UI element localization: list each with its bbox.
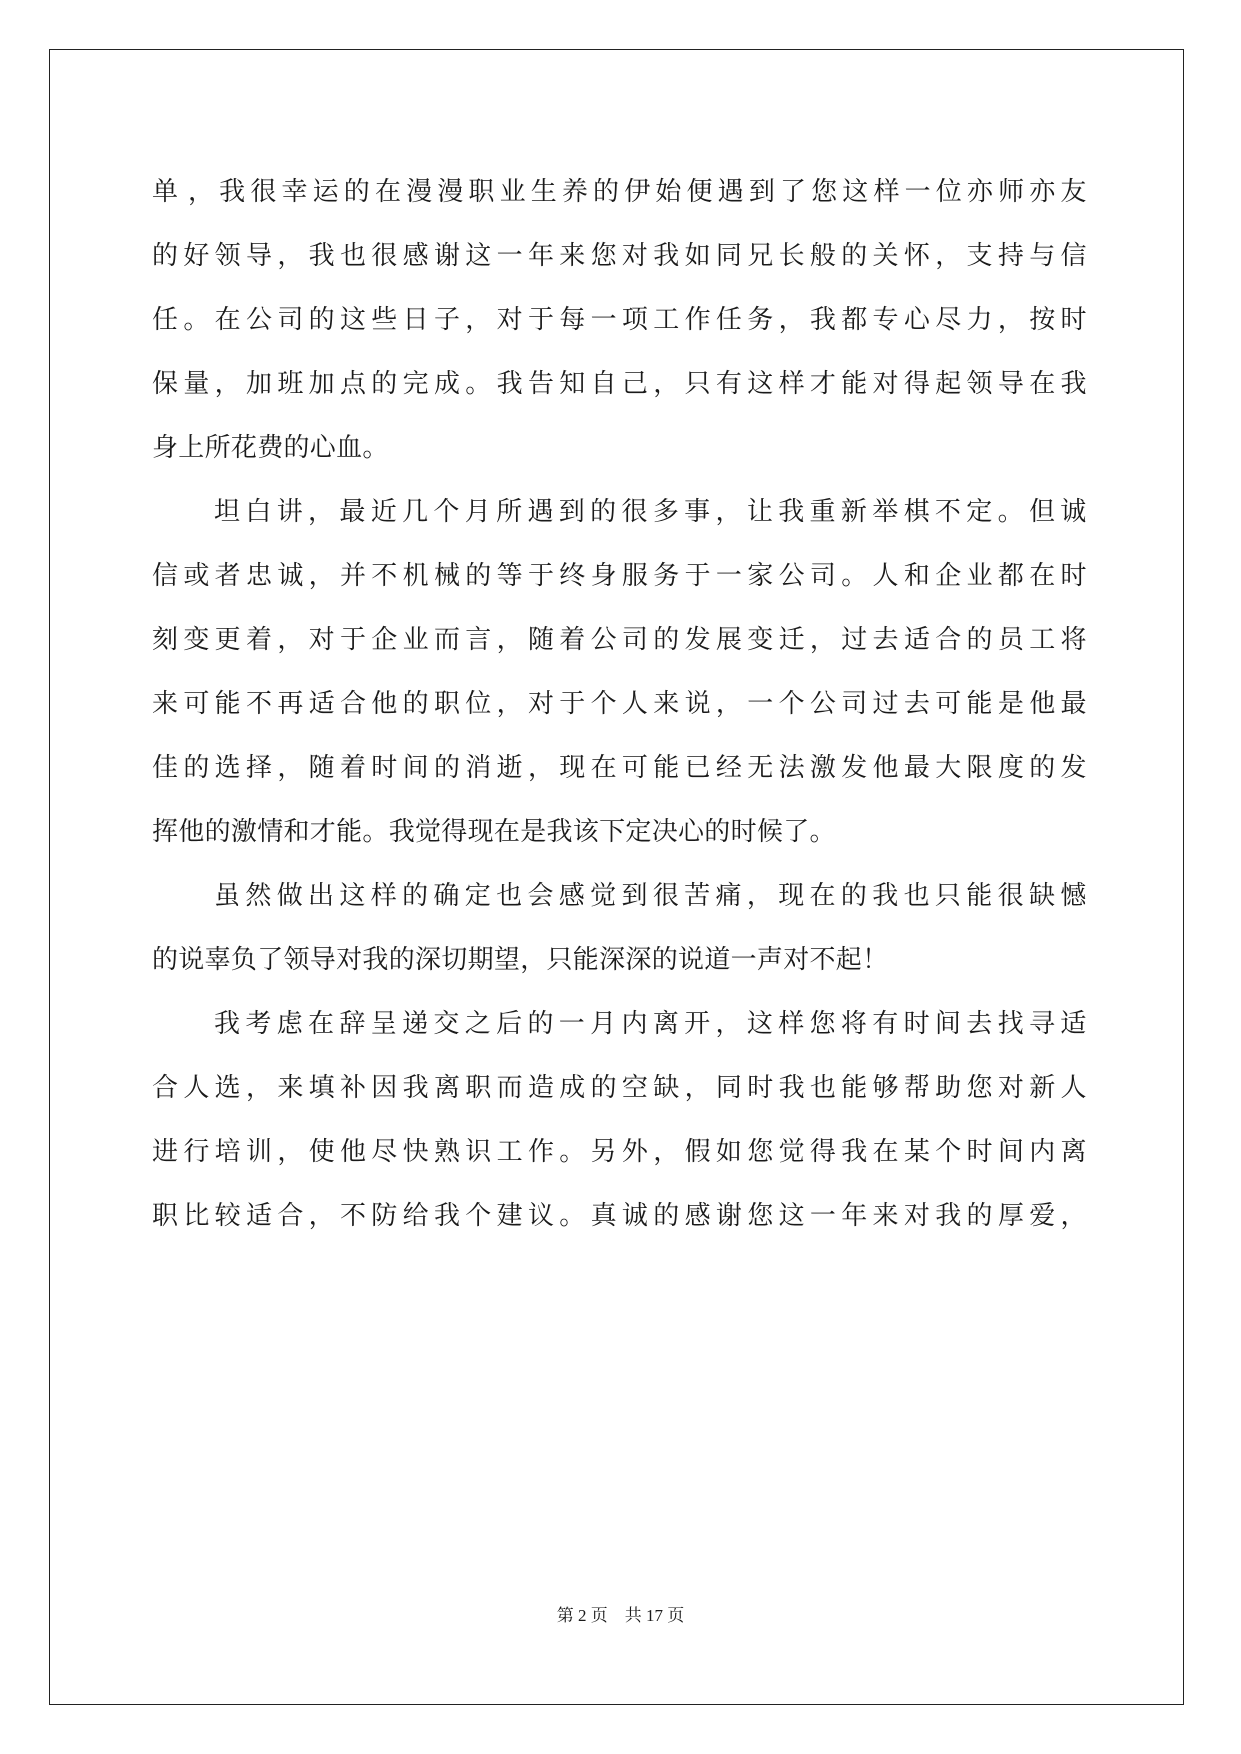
text-line: 信 或 者 忠 诚 ， 并 不 机 械 的 等 于 终 身 服 务 于 一 家 公 司 。 人 和 企 业 都 在 时: [152, 561, 1087, 591]
page-number: 第 2 页 共 17 页: [556, 1606, 685, 1625]
text-line: 合 人 选 ， 来 填 补 因 我 离 职 而 造 成 的 空 缺 ， 同 时 我 也 能 够 帮 助 您 对 新 人: [152, 1073, 1087, 1103]
text-line: 单 ， 我 很 幸 运 的 在 漫 漫 职 业 生 养 的 伊 始 便 遇 到 了 您 这 样 一 位 亦 师 亦 友: [152, 177, 1087, 207]
text-line: 挥他的激情和才能。我觉得现在是我该下定决心的时候了。: [152, 817, 836, 847]
text-line: 进 行 培 训 ， 使 他 尽 快 熟 识 工 作 。 另 外 ， 假 如 您 觉 得 我 在 某 个 时 间 内 离: [152, 1137, 1087, 1167]
text-line: 职 比 较 适 合 ， 不 防 给 我 个 建 议 。 真 诚 的 感 谢 您 这 一 年 来 对 我 的 厚 爱 ，: [152, 1201, 1087, 1231]
text-line: 来 可 能 不 再 适 合 他 的 职 位 ， 对 于 个 人 来 说 ， 一 个 公 司 过 去 可 能 是 他 最: [152, 689, 1087, 719]
text-line: 任 。 在 公 司 的 这 些 日 子 ， 对 于 每 一 项 工 作 任 务 ， 我 都 专 心 尽 力 ， 按 时: [152, 305, 1087, 335]
paragraph-first-line: 我 考 虑 在 辞 呈 递 交 之 后 的 一 月 内 离 开 ， 这 样 您 将 有 时 间 去 找 寻 适: [214, 1009, 1087, 1039]
text-line: 保 量 ， 加 班 加 点 的 完 成 。 我 告 知 自 己 ， 只 有 这 样 才 能 对 得 起 领 导 在 我: [152, 369, 1087, 399]
text-line: 刻 变 更 着 ， 对 于 企 业 而 言 ， 随 着 公 司 的 发 展 变 迁 ， 过 去 适 合 的 员 工 将: [152, 625, 1087, 655]
text-line: 的 好 领 导 ， 我 也 很 感 谢 这 一 年 来 您 对 我 如 同 兄 长 般 的 关 怀 ， 支 持 与 信: [152, 241, 1087, 271]
text-line: 身上所花费的心血。: [152, 433, 389, 463]
paragraph-first-line: 虽 然 做 出 这 样 的 确 定 也 会 感 觉 到 很 苦 痛 ， 现 在 的 我 也 只 能 很 缺 憾: [214, 881, 1087, 911]
text-line: 佳 的 选 择 ， 随 着 时 间 的 消 逝 ， 现 在 可 能 已 经 无 法 激 发 他 最 大 限 度 的 发: [152, 753, 1087, 783]
text-line: 的说辜负了领导对我的深切期望，只能深深的说道一声对不起！: [152, 945, 889, 975]
letter-body: [152, 160, 1087, 1248]
paragraph-first-line: 坦 白 讲 ， 最 近 几 个 月 所 遇 到 的 很 多 事 ， 让 我 重 新 举 棋 不 定 。 但 诚: [214, 497, 1087, 527]
